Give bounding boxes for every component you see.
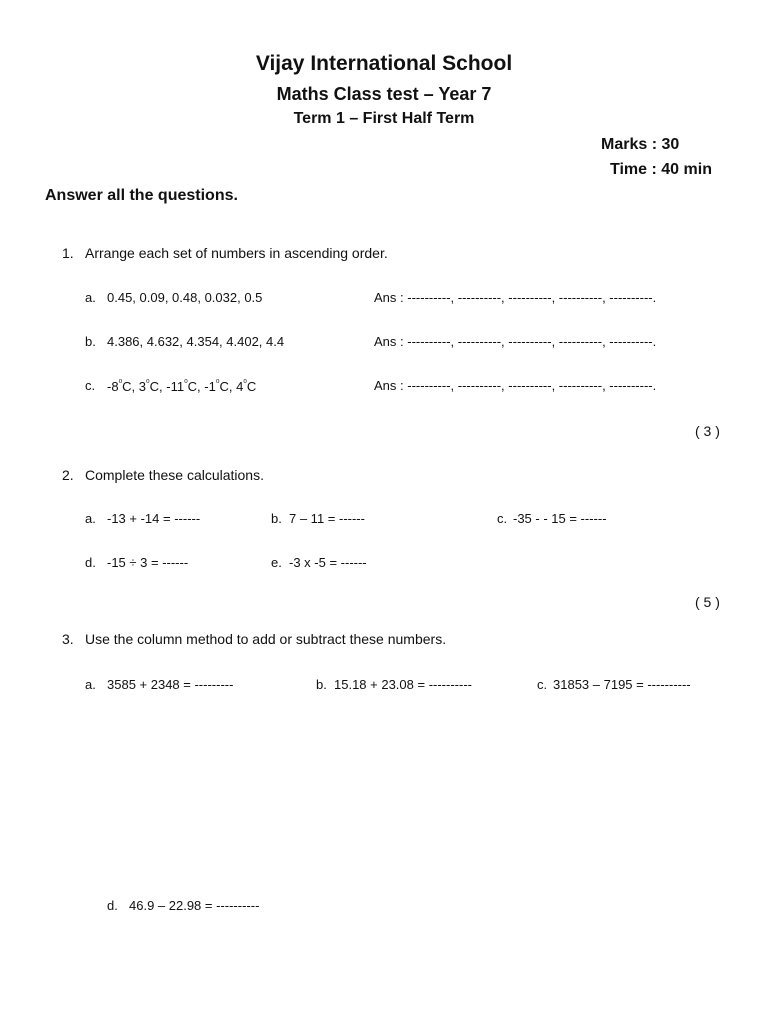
- q1c-label: c.: [85, 378, 96, 393]
- q2-marks: ( 5 ): [695, 594, 720, 610]
- q2a-expr: -13 + -14 = ------: [107, 511, 201, 526]
- q2a-label: a.: [85, 511, 96, 526]
- q1a-numbers: 0.45, 0.09, 0.48, 0.032, 0.5: [107, 290, 263, 305]
- q3d-expr: 46.9 – 22.98 = ----------: [129, 898, 260, 913]
- total-marks: Marks : 30: [601, 136, 680, 153]
- q1c-answer: [374, 378, 656, 393]
- test-title: Maths Class test – Year 7: [276, 84, 492, 104]
- ans-label: Ans :: [374, 290, 404, 305]
- q1a-label: a.: [85, 290, 96, 305]
- q2b-label: b.: [271, 511, 282, 526]
- q3d-label: d.: [107, 898, 118, 913]
- ans-label: Ans :: [374, 378, 404, 393]
- q3-number: 3.: [62, 631, 74, 647]
- q2c-label: c.: [497, 511, 508, 526]
- q3c-label: c.: [537, 677, 548, 692]
- instruction: Answer all the questions.: [45, 187, 238, 204]
- ans-blank: ----------, ----------, ----------, ----------, ----------.: [407, 290, 657, 305]
- q2b-expr: 7 – 11 = ------: [289, 511, 365, 526]
- ans-label: Ans :: [374, 334, 404, 349]
- q2e-expr: -3 x -5 = ------: [289, 555, 367, 570]
- q3-text: Use the column method to add or subtract these numbers.: [85, 631, 447, 647]
- q2-number: 2.: [62, 467, 74, 483]
- ans-blank: ----------, ----------, ----------, ----------, ----------.: [407, 378, 657, 393]
- school-name: Vijay International School: [255, 52, 513, 75]
- q1-marks: ( 3 ): [695, 423, 720, 439]
- q3b-label: b.: [316, 677, 327, 692]
- time-limit: Time : 40 min: [610, 161, 712, 178]
- term-title: Term 1 – First Half Term: [293, 110, 475, 127]
- q1b-numbers: 4.386, 4.632, 4.354, 4.402, 4.4: [107, 334, 285, 349]
- ans-blank: ----------, ----------, ----------, ----------, ----------.: [407, 334, 657, 349]
- q3c-expr: 31853 – 7195 = ----------: [553, 677, 691, 692]
- q1b-label: b.: [85, 334, 96, 349]
- q3a-expr: 3585 + 2348 = ---------: [107, 677, 234, 692]
- q1-text: Arrange each set of numbers in ascending order.: [85, 245, 388, 261]
- q1-number: 1.: [62, 245, 74, 261]
- q2-text: Complete these calculations.: [85, 467, 264, 483]
- q1c-temperatures: $-8^{^0}C$, $3^{^0}C$, $-11^{^0}C$, $-1^{^0}C$, $4^{^0}C$: [107, 378, 257, 394]
- q2d-label: d.: [85, 555, 96, 570]
- q2c-expr: -35 - - 15 = ------: [513, 511, 607, 526]
- q1b-answer: [374, 334, 656, 349]
- q2d-expr: -15 ÷ 3 = ------: [107, 555, 189, 570]
- q1a-answer: [374, 290, 656, 305]
- q3b-expr: 15.18 + 23.08 = ----------: [334, 677, 472, 692]
- q2e-label: e.: [271, 555, 282, 570]
- q3a-label: a.: [85, 677, 96, 692]
